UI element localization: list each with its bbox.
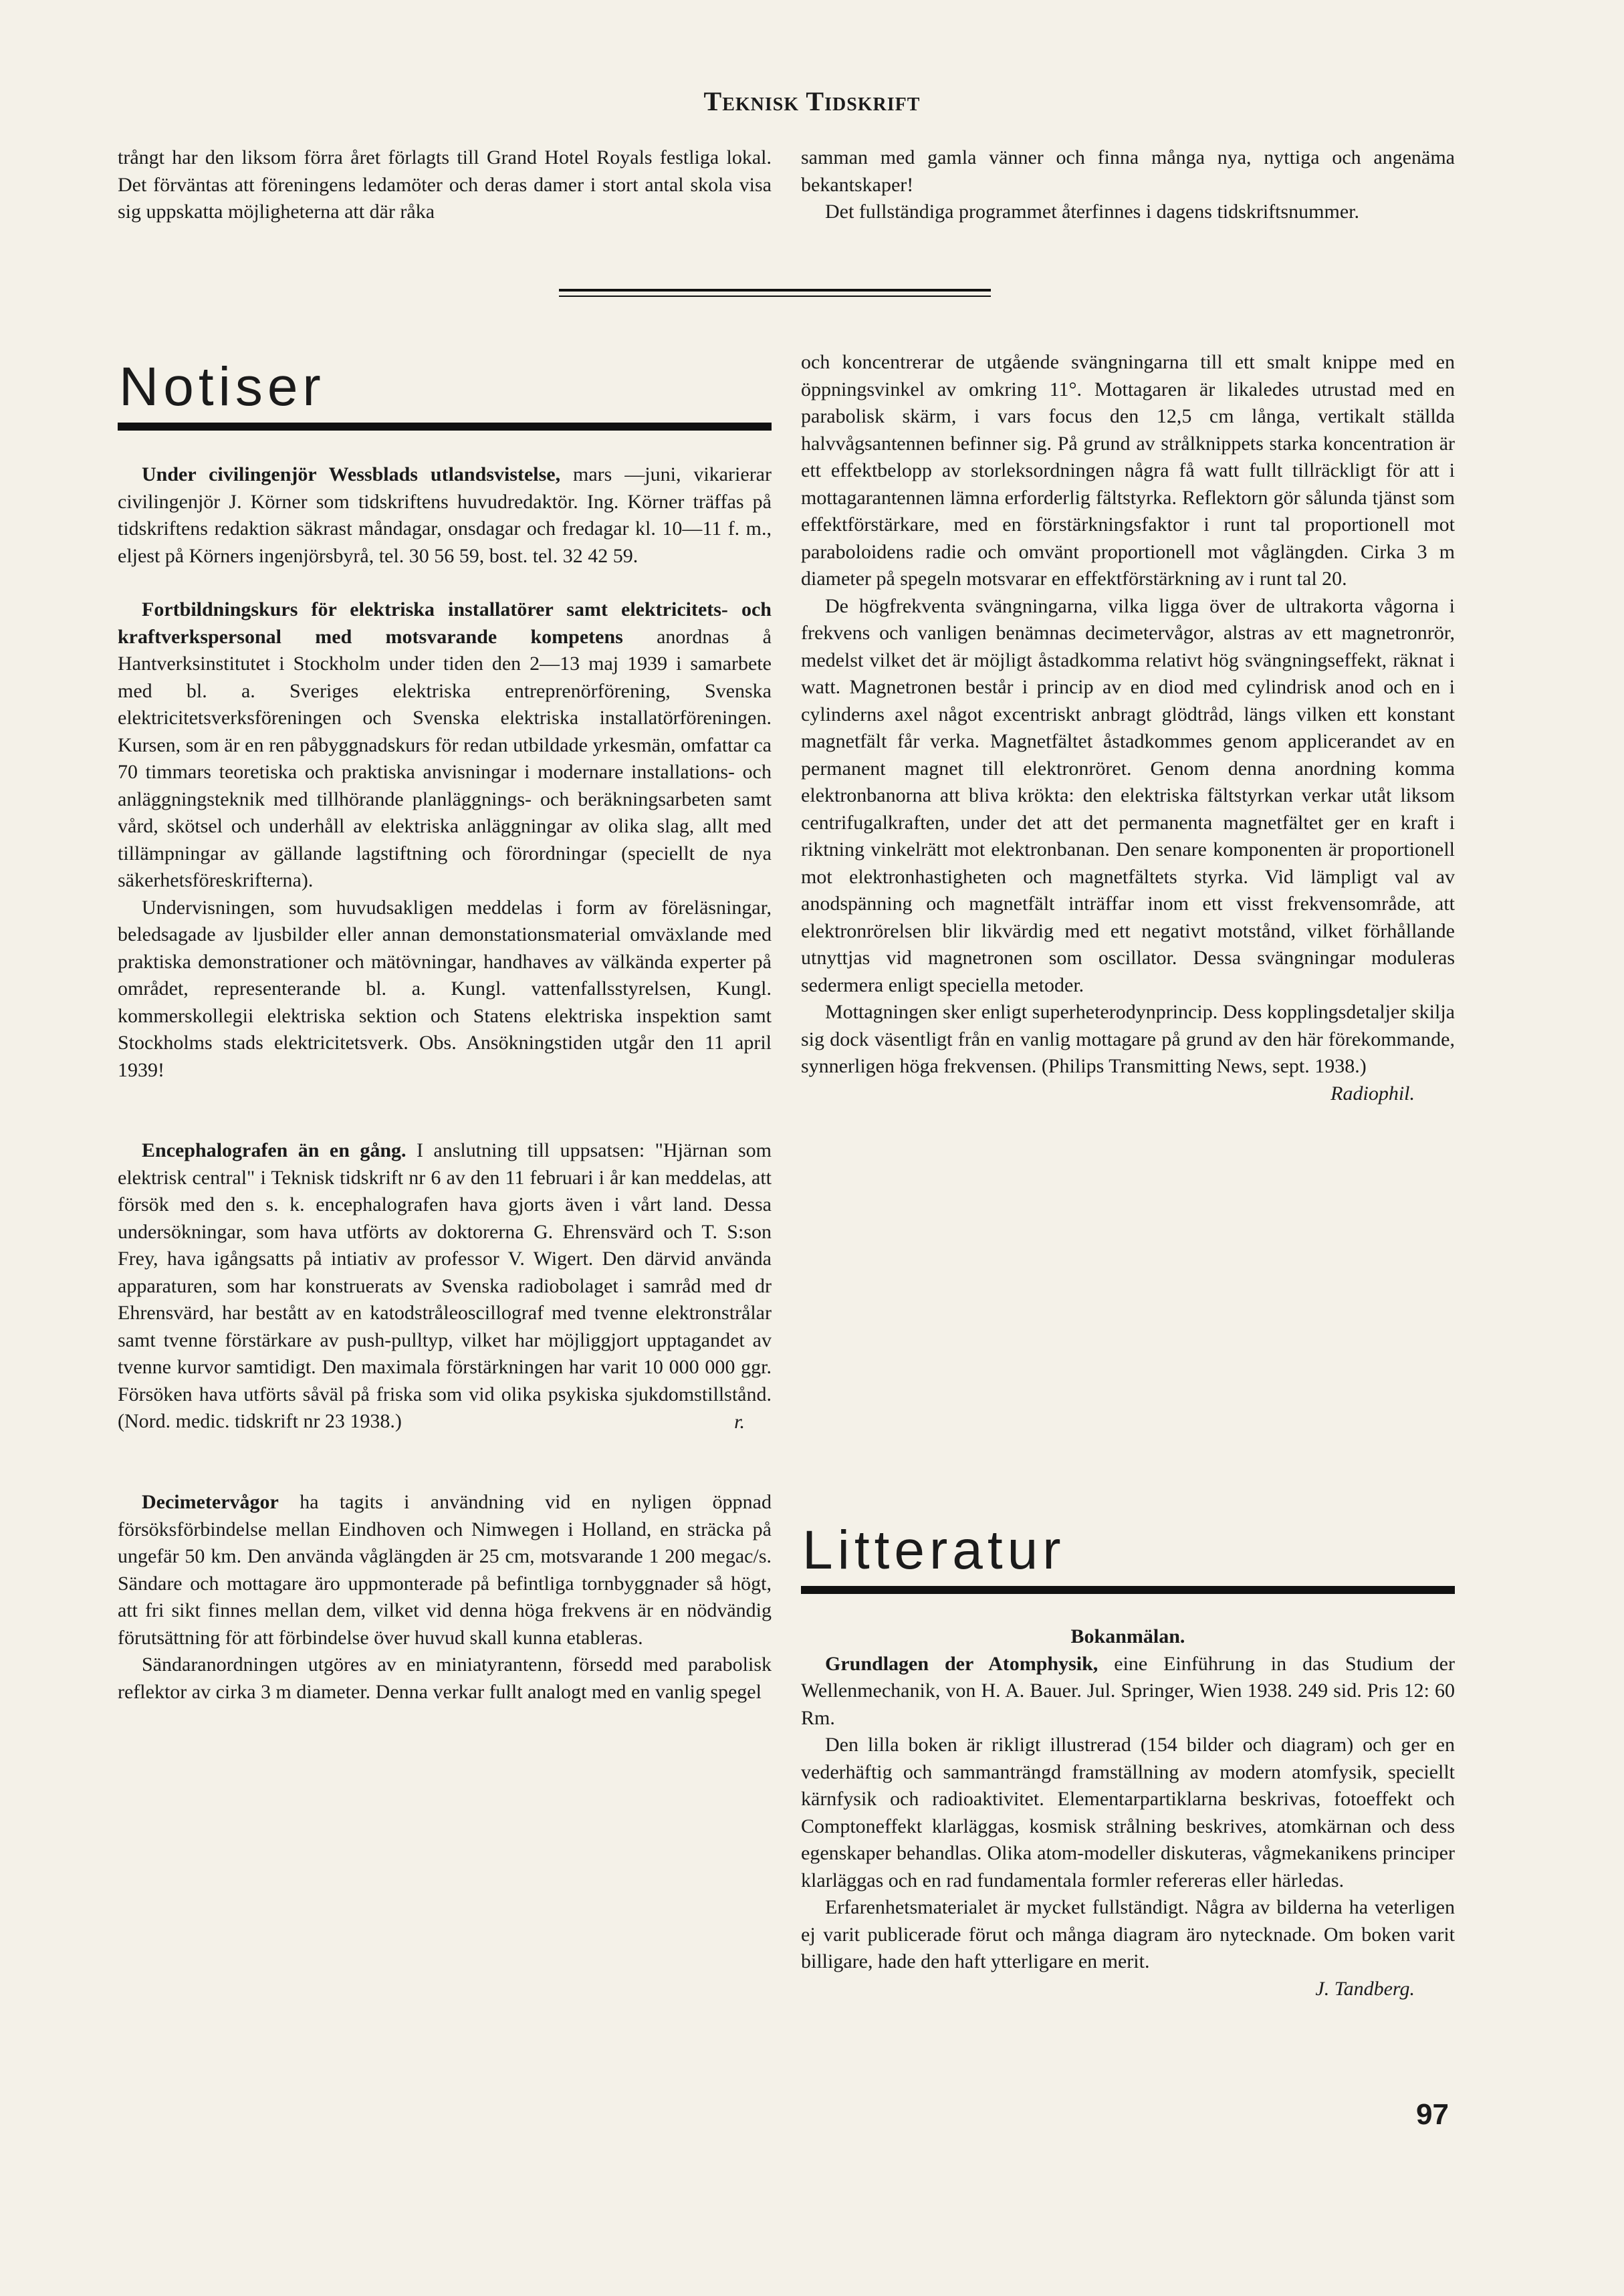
section-title-notiser: Notiser [119, 356, 326, 417]
page-number: 97 [1416, 2098, 1449, 2131]
notis-1-body: mars —juni, vikarierar civilingenjör J. Körner som tidskriftens huvudredaktör. Ing. Körner träffas på tidskriftens redaktion säkrast måndagar, onsdagar och fredagar kl. 10—11 f. m., eljest på Körners ingenjörsbyrå, tel. 30 56 59, bost. tel. 32 42 59. [118, 463, 772, 567]
litteratur-column [801, 1623, 1455, 2002]
review-p3: Erfarenhetsmaterialet är mycket fullständigt. Några av bilderna ha veterligen ej varit publicerade förut och många diagram äro nytecknade. Om boken varit billigare, hade den haft ytterligare en merit. [801, 1896, 1455, 1972]
notiser-column [118, 461, 772, 1706]
notis-1 [118, 461, 772, 570]
book-details: eine Einführung in das Studium der Wellenmechanik, von H. A. Bauer. Jul. Springer, Wien 1938. 249 sid. Pris 12: 60 Rm. [801, 1652, 1455, 1729]
section-title-litteratur: Litteratur [802, 1520, 1066, 1581]
notis-3-signature: r. [734, 1410, 745, 1433]
right-p3: Mottagningen sker enligt superheterodynprincip. Dess kopplingsdetaljer skilja sig dock väsentligt från en vanlig mottagare på grund av den här förekommande, synnerligen höga frekvensen. (Philips Transmitting News, sept. 1938.) [801, 1001, 1455, 1077]
notis-4-lead: Decimetervågor [142, 1491, 279, 1513]
notis-3 [118, 1137, 772, 1436]
intro-right-p1: samman med gamla vänner och finna många nya, nyttiga och angenäma bekantskaper! [801, 146, 1455, 196]
notis-2-p2: Undervisningen, som huvudsakligen meddelas i form av föreläsningar, beledsagade av ljusbilder eller annan demonstationsmaterial omväxlande med praktiska demonstrationer och mätövningar, handhaves av välkända experter på området, representerande bl. a. Kungl. vattenfallsstyrelsen, Kungl. kommerskollegii elektriska sektion och Statens elektriska inspektion samt Stockholms stads elektricitetsverk. Obs. Ansökningstiden utgår den 11 april 1939! [118, 896, 772, 1081]
book-title: Grundlagen der Atomphysik, [825, 1652, 1098, 1675]
right-p1: och koncentrerar de utgående svängningarna till ett smalt knippe med en öppningsvinkel av omkring 11°. Mottagaren är likaledes utrustad med en parabolisk skärm, i vars focus den 12,5 cm långa, vertikalt ställda halvvågsantennen befinner sig. På grund av strålknippets starka koncentration är ett effektbelopp av storleksordningen några få watt fullt tillräckligt för att i mottagarantennen lämna erforderlig fältstyrka. Reflektorn gör sålunda tjänst som effektförstärkare, med en förstärkningsfaktor i runt tal proportionell mot paraboloidens radie och omvänt proportionell mot våglängden. Cirka 3 m diameter på spegeln motsvarar en effektförstärkning av i runt tal 20. [801, 351, 1455, 590]
notis-2-lead: Fortbildningskurs för elektriska installatörer samt elektricitets- och kraftverkspersonal med motsvarande kompetens [118, 598, 772, 648]
notis-2-body: anordnas å Hantverksinstitutet i Stockholm under tiden den 2—13 maj 1939 i samarbete med bl. a. Sveriges elektriska entreprenörförening, Svenska elektricitetsverksföreningen och Svenska elektriska installatörföreningen. Kursen, som är en ren påbyggnadskurs för redan utbildade yrkesmän, omfattar ca 70 timmars teoretiska och praktiska anvisningar i modernare installations- och anläggningsteknik med tillhörande planläggnings- och beräkningsarbeten samt vård, skötsel och underhåll av elektriska anläggningar av olika slag, allt med tillämpningar av gällande lagstiftning och förordningar (speciellt de nya säkerhetsföreskrifterna). [118, 625, 772, 891]
right-p2: De högfrekventa svängningarna, vilka ligga över de ultrakorta vågorna i frekvens och vanligen benämnas decimetervågor, alstras av ett magnetronrör, medelst vilket det är möjligt åstadkomma relativt hög svängningseffekt, räknat i watt. Magnetronen består i princip av en diod med cylindrisk anod och en i cylinderns axel något excentriskt anbragt glödtråd, längs vilken ett konstant magnetfält får verka. Magnetfältet åstadkommes genom applicerandet av en permanent magnet till elektronröret. Genom denna anordning komma elektronbanorna att bliva krökta: den elektriska fältstyrkan verkar utåt liksom centrifugalkraften, under det att det permanenta magnetfältet ger en kraft i riktning vinkelrätt mot elektronbanan. Den senare komponenten är proportionell mot elektronhastigheten och magnetfältets styrka. Vid lämpligt val av anodspänning och magnetfält inträffar inom ett visst frekvensområde, att elektronrörelsen blir likvärdig med ett negativt motstånd, vilket förhållande utnyttjas vid magnetronen som oscillator. Dessa svängningar moduleras sedermera enligt speciella metoder. [801, 594, 1455, 996]
review-p2: Den lilla boken är rikligt illustrerad (154 bilder och diagram) och ger en vederhäftig och sammanträngd framställning av modern atomfysik, speciellt kärnfysik och radioaktivitet. Elementarpartiklarna beskrivas, fotoeffekt och Comptoneffekt klarläggas, kosmisk strålning beskrives, atomkärnan och dess egenskaper behandlas. Olika atom-modeller diskuteras, vågmekanikens principer klarläggas och en rad fundamentala formler refereras eller härledas. [801, 1734, 1455, 1891]
separator-rule-bottom [559, 296, 991, 297]
intro-right-p2: Det fullständiga programmet återfinnes i dagens tidskriftsnummer. [825, 201, 1359, 223]
notis-4 [118, 1489, 772, 1651]
intro-left-text: trångt har den liksom förra året förlagts till Grand Hotel Royals festliga lokal. Det förväntas att föreningens ledamöter och deras damer i stort antal skola visa sig uppskatta möjligheterna att där råka [118, 146, 772, 223]
review-signature: J. Tandberg. [1315, 1977, 1415, 2000]
notis-4-body: ha tagits i användning vid en nyligen öppnad försöksförbindelse mellan Eindhoven och Nimwegen i Holland, en sträcka på ungefär 50 km. Den använda våglängden är 25 cm, motsvarande 1 200 megac/s. Sändare och mottagare äro uppmonterade på befintliga tornbyggnader så högt, att fri sikt finnes mellan dem, vilket vid denna höga frekvens är en nödvändig förutsättning för att förbindelse över huvud skall kunna etableras. [118, 1491, 772, 1649]
notis-4-p2: Sändaranordningen utgöres av en miniatyrantenn, försedd med parabolisk reflektor av cirka 3 m diameter. Denna verkar fullt analogt med en vanlig spegel [118, 1653, 772, 1703]
intro-left [118, 144, 772, 226]
right-column [801, 349, 1455, 1107]
right-signature: Radiophil. [1330, 1082, 1415, 1105]
book-entry [801, 1651, 1455, 1732]
litteratur-subhead: Bokanmälan. [1070, 1625, 1185, 1647]
notis-1-lead: Under civilingenjör Wessblads utlandsvistelse, [142, 463, 561, 485]
intro-right [801, 144, 1455, 226]
separator-rule-top [559, 289, 991, 292]
litteratur-rule [801, 1586, 1455, 1594]
notis-3-body: I anslutning till uppsatsen: "Hjärnan som elektrisk central" i Teknisk tidskrift nr 6 av den 11 februari i år kan meddelas, att försök med den s. k. encephalografen hava gjorts även i vårt land. Dessa undersökningar, som hava utförts av doktorerna G. Ehrensvärd och T. S:son Frey, hava igångsatts på intiativ av professor V. Wigert. Den därvid använda apparaturen, som har konstruerats av Svenska radiobolaget i samråd med dr Ehrensvärd, har bestått av en katodstråleoscillograf med tvenne elektronstrålar samt tvenne förstärkare av push-pulltyp, vilket har möjliggjort upptagandet av tvenne kurvor samtidigt. Den maximala förstärkningen har varit 10 000 000 ggr. Försöken hava utförts såväl på friska som vid olika psykiska sjukdomstillstånd. (Nord. medic. tidskrift nr 23 1938.) [118, 1139, 772, 1432]
notis-3-lead: Encephalografen än en gång. [142, 1139, 407, 1161]
notis-2 [118, 596, 772, 895]
masthead: Teknisk Tidskrift [703, 86, 921, 116]
notiser-rule [118, 423, 772, 431]
